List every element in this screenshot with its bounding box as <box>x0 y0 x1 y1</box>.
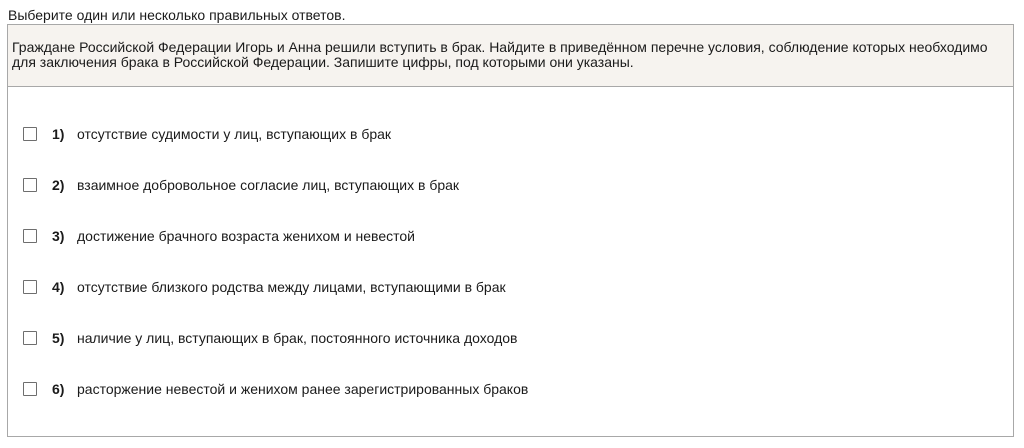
option-5-checkbox[interactable] <box>23 331 37 345</box>
option-number: 4) <box>52 279 65 295</box>
question-text: Граждане Российской Федерации Игорь и Анна решили вступить в брак. Найдите в приведённом перечне условия, соблюдение которых необходимо для заключения брака в Российской Федерации. Запишите цифры, под которыми они указаны. <box>8 25 1013 87</box>
option-2[interactable] <box>8 173 1013 197</box>
option-1[interactable] <box>8 122 1013 146</box>
option-3[interactable] <box>8 224 1013 248</box>
option-label[interactable]: наличие у лиц, вступающих в брак, постоянного источника доходов <box>77 330 518 346</box>
option-2-checkbox[interactable] <box>23 178 37 192</box>
option-3-checkbox[interactable] <box>23 229 37 243</box>
option-label[interactable]: достижение брачного возраста женихом и невестой <box>77 228 415 244</box>
option-number: 3) <box>52 228 65 244</box>
question-panel <box>7 24 1014 437</box>
option-6[interactable] <box>8 377 1013 401</box>
option-label[interactable]: взаимное добровольное согласие лиц, вступающих в брак <box>77 177 460 193</box>
option-1-checkbox[interactable] <box>23 127 37 141</box>
option-4[interactable] <box>8 275 1013 299</box>
option-number: 5) <box>52 330 65 346</box>
option-number: 1) <box>52 126 65 142</box>
option-label[interactable]: отсутствие судимости у лиц, вступающих в брак <box>77 126 392 142</box>
instruction-text: Выберите один или несколько правильных ответов. <box>8 7 346 23</box>
option-6-checkbox[interactable] <box>23 382 37 396</box>
option-number: 6) <box>52 381 65 397</box>
option-4-checkbox[interactable] <box>23 280 37 294</box>
option-label[interactable]: отсутствие близкого родства между лицами, вступающими в брак <box>77 279 506 295</box>
option-5[interactable] <box>8 326 1013 350</box>
option-label[interactable]: расторжение невестой и женихом ранее зарегистрированных браков <box>77 381 529 397</box>
option-number: 2) <box>52 177 65 193</box>
